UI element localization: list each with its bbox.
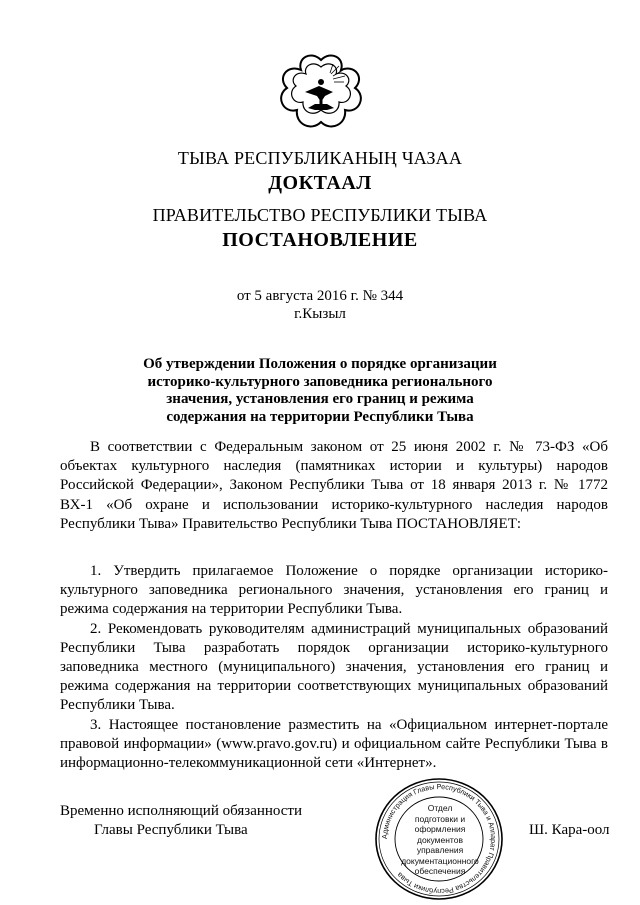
preamble-section bbox=[60, 438, 608, 534]
stamp-ring-text: Администрация Главы Республики Тыва и Аппарат Правительства Республики Тыва bbox=[379, 781, 499, 897]
coat-of-arms-emblem bbox=[275, 52, 367, 136]
stamp-center-text bbox=[400, 803, 480, 877]
resolution-item-3: 3. Настоящее постановление разместить на «Официальном интернет-портале правовой информации» (www.pravo.gov.ru) и официальном сайте Республики Тыва в информационно-телекоммуникационной сети «Интернет». bbox=[60, 716, 608, 772]
resolution-items bbox=[60, 562, 608, 773]
signatory-position-line-1: Временно исполняющий обязанности bbox=[60, 803, 303, 819]
issuer-name-russian: ПРАВИТЕЛЬСТВО РЕСПУБЛИКИ ТЫВА bbox=[152, 205, 488, 225]
stamp-line: документационного bbox=[401, 855, 479, 866]
title-line: содержания на территории Республики Тыва bbox=[166, 408, 474, 425]
document-type-russian: ПОСТАНОВЛЕНИЕ bbox=[222, 229, 418, 251]
title-line: историко-культурного заповедника регионального bbox=[147, 373, 493, 390]
document-type-tyva: ДОКТААЛ bbox=[268, 172, 372, 194]
stamp-line: подготовки и bbox=[414, 813, 466, 824]
signatory-position-line-2: Главы Республики Тыва bbox=[94, 822, 248, 838]
document-title bbox=[120, 356, 520, 426]
stamp-line: оформления документов bbox=[414, 824, 466, 845]
title-line: Об утверждении Положения о порядке организации bbox=[143, 356, 497, 372]
document-city: г.Кызыл bbox=[294, 306, 346, 322]
signatory-name: Ш. Кара-оол bbox=[529, 822, 610, 838]
signatory-position bbox=[60, 802, 302, 840]
preamble-paragraph: В соответствии с Федеральным законом от 25 июня 2002 г. № 73-ФЗ «Об объектах культурного наследия (памятниках истории и культуры) народов Российской Федерации», Законом Республики Тыва от 18 января 2013 г. № 1772 ВХ-1 «Об охране и использовании историко-культурного наследия народов Республики Тыва» Правительство Республики Тыва ПОСТАНОВЛЯЕТ: bbox=[60, 439, 608, 532]
resolution-item-2: 2. Рекомендовать руководителям администраций муниципальных образований Республики Тыва разработать порядок организации историко-культурного заповедника местного (муниципального) значения, установления его границ и режима содержания на территории соответствующих муниципальных образований Республики Тыва. bbox=[60, 620, 608, 714]
stamp-line: Отдел bbox=[427, 803, 453, 813]
document-date-number: от 5 августа 2016 г. № 344 bbox=[236, 288, 404, 304]
issuer-name-tyva: ТЫВА РЕСПУБЛИКАНЫҢ ЧАЗАА bbox=[177, 148, 463, 168]
title-line: значения, установления его границ и режима bbox=[166, 391, 474, 407]
stamp-line: управления bbox=[416, 845, 464, 855]
stamp-line: обеспечения bbox=[414, 866, 466, 876]
resolution-item-1: 1. Утвердить прилагаемое Положение о порядке организации историко-культурного заповедника регионального значения, установления его границ и режима содержания на территории Республики Тыва. bbox=[60, 563, 608, 618]
